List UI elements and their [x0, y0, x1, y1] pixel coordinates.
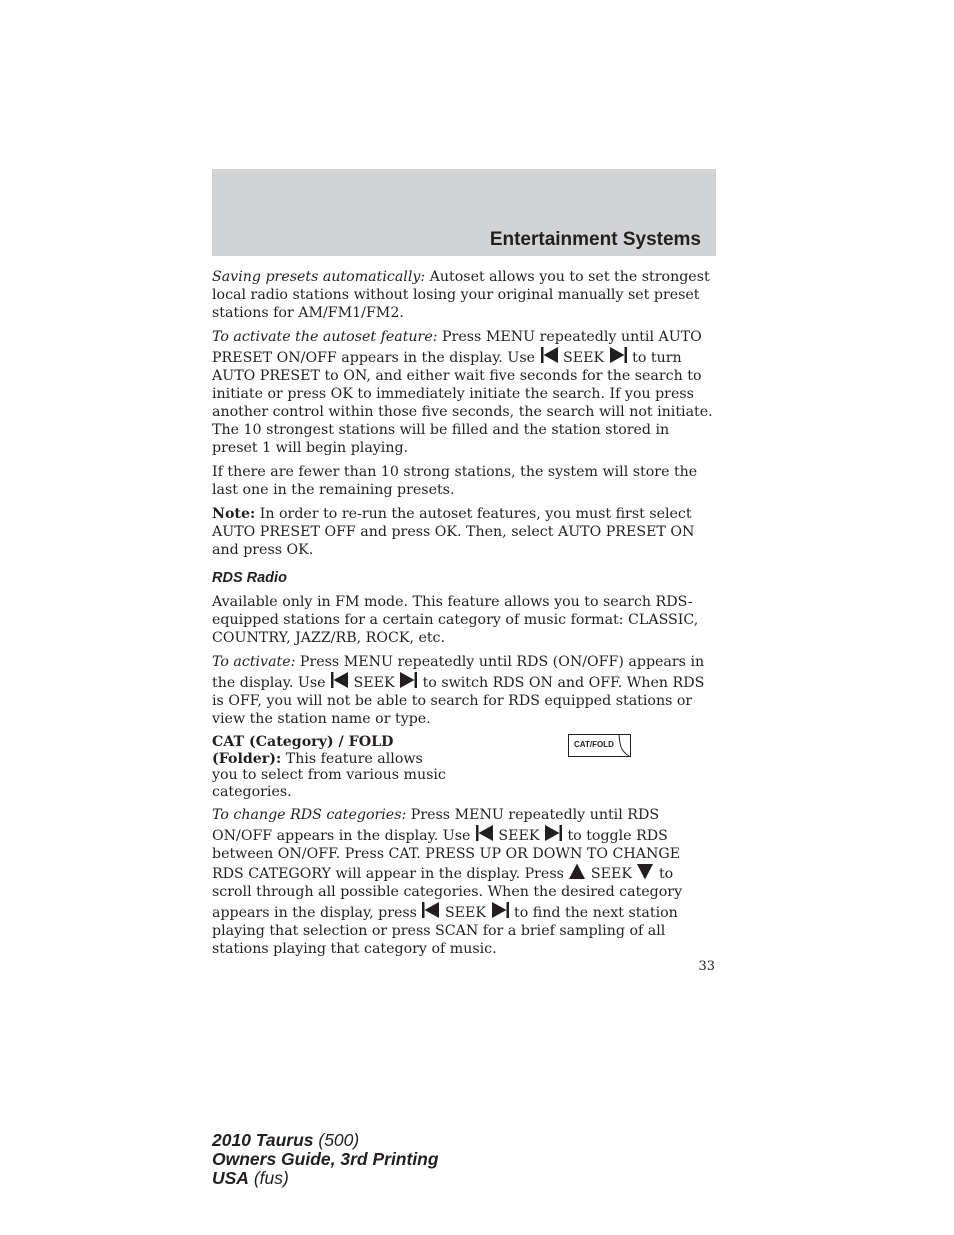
- paragraph-text: Press MENU repeatedly until RDS ON/OFF appears in the display. Use: [212, 807, 660, 844]
- paragraph-lead: Note:: [212, 506, 256, 522]
- paragraph-lead: CAT (Category) / FOLD (Folder):: [212, 734, 394, 767]
- paragraph-note: [212, 505, 716, 559]
- seek-previous-icon: [421, 901, 440, 919]
- section-header: [212, 169, 716, 256]
- paragraph-rds-activate: [212, 653, 716, 728]
- paragraph-change-categories: [212, 806, 716, 958]
- footer-market-code: (fus): [248, 1168, 289, 1188]
- seek-label: SEEK: [440, 905, 491, 921]
- cat-fold-button-illustration: [568, 734, 631, 757]
- paragraph-text: to scroll through all possible categories. When the desired category appears in the display, press: [212, 866, 683, 921]
- seek-down-icon: [636, 863, 654, 880]
- seek-previous-icon: [475, 824, 494, 842]
- footer-line-guide: Owners Guide, 3rd Printing: [212, 1149, 439, 1169]
- seek-label: SEEK: [493, 828, 544, 844]
- paragraph-text: to find the next station playing that selection or press SCAN for a brief sampling of all stations playing that category of music.: [212, 905, 678, 957]
- seek-previous-icon: [330, 671, 349, 689]
- section-title: Entertainment Systems: [489, 229, 701, 250]
- button-edge-curve-icon: [616, 735, 630, 757]
- cat-fold-description: [212, 734, 452, 800]
- paragraph-lead: Saving presets automatically:: [212, 269, 426, 285]
- paragraph-text: This feature allows you to select from various music categories.: [212, 750, 446, 800]
- footer-market: USA: [212, 1168, 249, 1188]
- paragraph-text: Press MENU repeatedly until RDS (ON/OFF) appears in the display. Use: [212, 654, 705, 691]
- seek-label: SEEK: [349, 675, 400, 691]
- cat-fold-section: [212, 734, 716, 800]
- paragraph-rds-available: Available only in FM mode. This feature allows you to search RDS-equipped stations for a certain category of music format: CLASSIC, COUNTRY, JAZZ/RB, ROCK, etc.: [212, 594, 699, 646]
- paragraph-lead: To activate:: [212, 654, 296, 670]
- seek-label: SEEK: [558, 350, 609, 366]
- paragraph-fewer-stations: If there are fewer than 10 strong stations, the system will store the last one in the remaining presets.: [212, 464, 698, 498]
- paragraph-text: Press MENU repeatedly until AUTO PRESET ON/OFF appears in the display. Use: [212, 329, 702, 366]
- seek-next-icon: [399, 671, 418, 689]
- seek-previous-icon: [540, 346, 559, 364]
- page-body: [212, 268, 716, 964]
- paragraph-lead: To activate the autoset feature:: [212, 329, 438, 345]
- document-footer: [212, 1131, 439, 1188]
- paragraph-text: to turn AUTO PRESET to ON, and either wait five seconds for the search to initiate or press OK to immediately initiate the search. If you press another control within those five seconds, the search will not initiate. The 10 strongest stations will be filled and the station stored in preset 1 will begin playing.: [212, 350, 713, 456]
- paragraph-text: In order to re-run the autoset features, you must first select AUTO PRESET OFF and press OK. Then, select AUTO PRESET ON and press OK.: [212, 506, 695, 558]
- seek-next-icon: [491, 901, 510, 919]
- paragraph-text: to switch RDS ON and OFF. When RDS is OFF, you will not be able to search for RDS equipped stations or view the station name or type.: [212, 675, 705, 727]
- footer-model-code: (500): [313, 1130, 360, 1150]
- cat-fold-button-label: CAT/FOLD: [574, 740, 614, 749]
- page-number: 33: [698, 959, 715, 974]
- footer-line-model: [212, 1131, 439, 1150]
- paragraph-activate-autoset: [212, 328, 716, 457]
- paragraph-text: Autoset allows you to set the strongest local radio stations without losing your original manually set preset stations for AM/FM1/FM2.: [212, 269, 710, 321]
- footer-model: 2010 Taurus: [212, 1130, 314, 1150]
- seek-next-icon: [544, 824, 563, 842]
- seek-up-icon: [568, 863, 586, 880]
- seek-next-icon: [609, 346, 628, 364]
- paragraph-text: to toggle RDS between ON/OFF. Press CAT. PRESS UP OR DOWN TO CHANGE RDS CATEGORY will appear in the display. Press: [212, 828, 681, 882]
- subheading-rds-radio: RDS Radio: [212, 570, 287, 586]
- paragraph-lead: To change RDS categories:: [212, 807, 407, 823]
- seek-label: SEEK: [586, 866, 637, 882]
- paragraph-saving-presets: [212, 268, 716, 322]
- footer-line-market: [212, 1169, 439, 1188]
